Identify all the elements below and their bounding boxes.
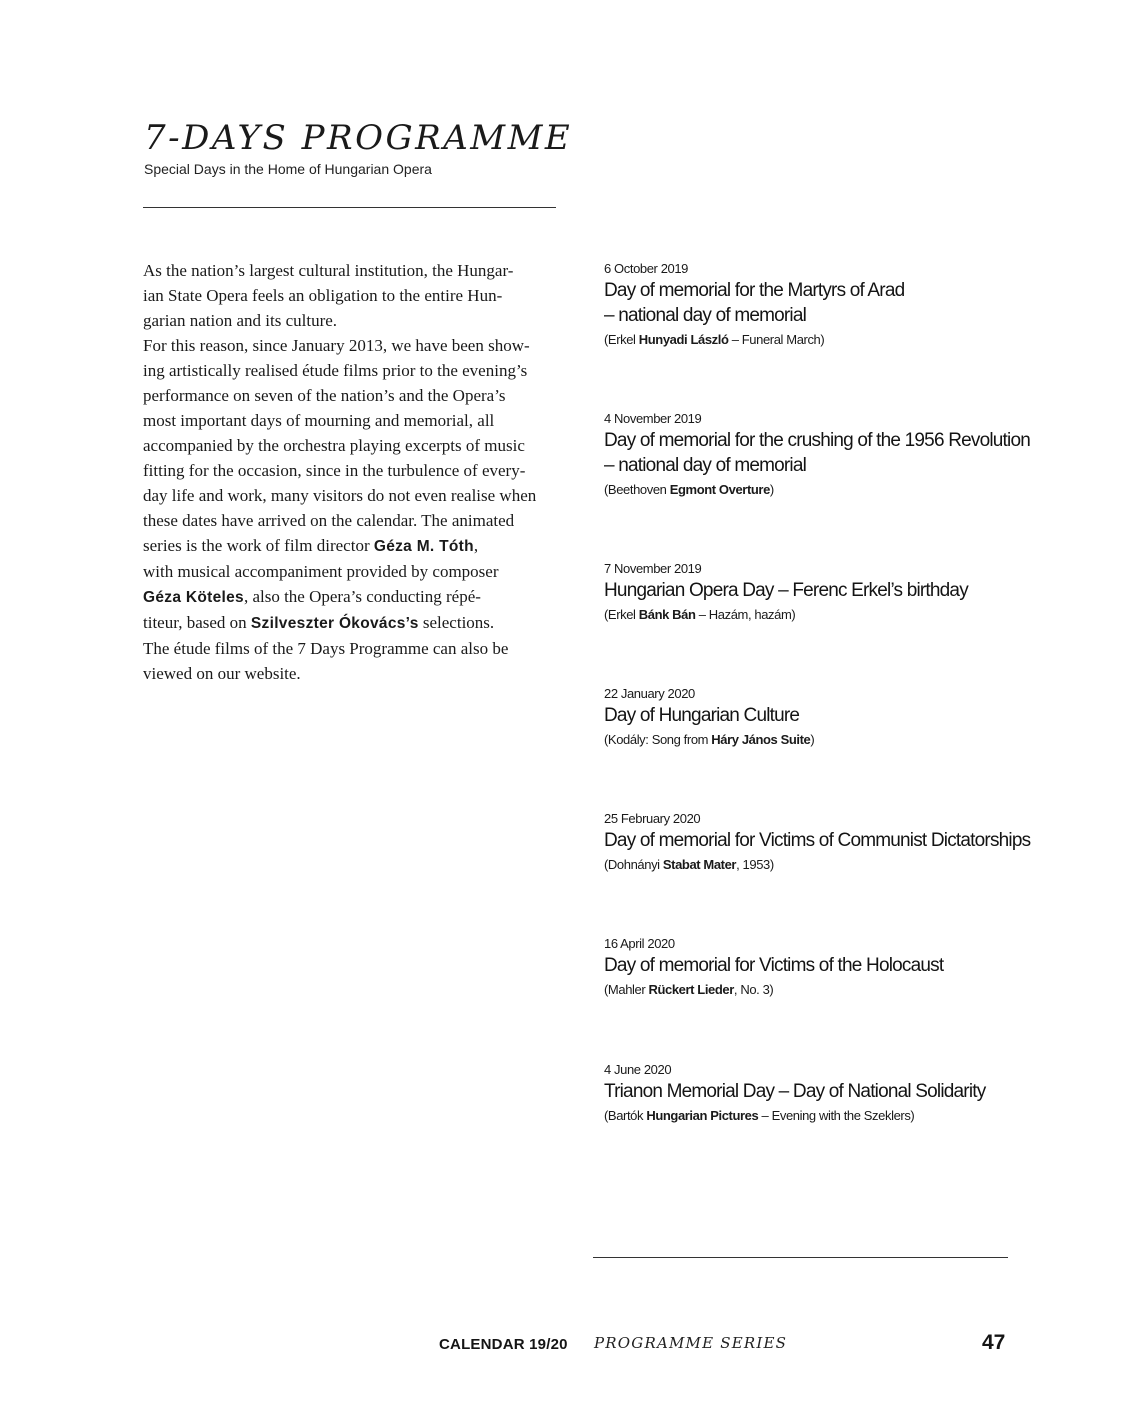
event-date: 4 June 2020	[604, 1062, 672, 1077]
piece-suffix: , 1953)	[736, 857, 774, 872]
intro-line: ian State Opera feels an obligation to the entire Hun-	[143, 286, 503, 305]
event-piece	[604, 853, 1024, 876]
intro-line: viewed on our website.	[143, 664, 301, 683]
page-subtitle: Special Days in the Home of Hungarian Opera	[144, 161, 432, 177]
event-item	[604, 685, 1024, 751]
intro-line: these dates have arrived on the calendar. The animated	[143, 511, 515, 530]
event-date: 6 October 2019	[604, 261, 689, 276]
composer-name: Géza Köteles	[143, 589, 244, 606]
intro-text-run: ,	[473, 536, 479, 555]
intro-line: ing artistically realised étude films prior to the evening’s	[143, 361, 528, 380]
intro-text-run: , also the Opera’s conducting répé-	[243, 587, 481, 606]
director-name: Géza M. Tóth	[373, 538, 474, 555]
intro-text-run: series is the work of film director	[143, 536, 374, 555]
piece-prefix: (Beethoven	[604, 482, 670, 497]
event-title: Trianon Memorial Day – Day of National Solidarity	[604, 1081, 986, 1102]
event-item	[604, 260, 1024, 351]
piece-suffix: – Funeral March)	[728, 332, 825, 347]
piece-title: Rückert Lieder	[648, 982, 734, 997]
event-piece	[604, 603, 1024, 626]
event-piece	[604, 328, 1024, 351]
event-title: Day of memorial for the Martyrs of Arad	[604, 280, 905, 301]
intro-line: For this reason, since January 2013, we have been show-	[143, 336, 530, 355]
bottom-divider	[593, 1257, 1008, 1258]
piece-prefix: (Mahler	[604, 982, 649, 997]
event-date: 25 February 2020	[604, 811, 701, 826]
piece-prefix: (Kodály: Song from	[604, 732, 712, 747]
event-piece	[604, 728, 1024, 751]
piece-prefix: (Erkel	[604, 607, 639, 622]
event-piece	[604, 978, 1024, 1001]
piece-title: Hungarian Pictures	[646, 1108, 759, 1123]
piece-suffix: )	[769, 482, 774, 497]
intro-line: most important days of mourning and memorial, all	[143, 411, 495, 430]
footer-series-label: PROGRAMME SERIES	[594, 1334, 788, 1352]
event-title: Day of memorial for Victims of the Holocaust	[604, 955, 944, 976]
page-number: 47	[982, 1331, 1006, 1354]
event-item	[604, 810, 1031, 876]
piece-suffix: – Evening with the Szeklers)	[758, 1108, 915, 1123]
event-title: – national day of memorial	[604, 455, 807, 476]
top-divider	[143, 207, 556, 208]
event-date: 4 November 2019	[604, 411, 702, 426]
intro-line: with musical accompaniment provided by composer	[143, 562, 499, 581]
intro-text-run: selections.	[418, 613, 495, 632]
intro-line: fitting for the occasion, since in the turbulence of every-	[143, 461, 526, 480]
intro-line: day life and work, many visitors do not even realise when	[143, 486, 537, 505]
event-date: 22 January 2020	[604, 686, 695, 701]
event-title: Day of Hungarian Culture	[604, 705, 800, 726]
intro-line	[143, 533, 561, 559]
intro-line: accompanied by the orchestra playing excerpts of music	[143, 436, 525, 455]
piece-suffix: , No. 3)	[733, 982, 774, 997]
event-piece	[604, 1104, 1024, 1127]
intro-line: As the nation’s largest cultural institution, the Hungar-	[143, 261, 514, 280]
piece-title: Hunyadi László	[638, 332, 729, 347]
curator-name: Szilveszter Ókovács’s	[250, 615, 419, 632]
footer-calendar-label: CALENDAR 19/20	[439, 1336, 568, 1353]
event-date: 7 November 2019	[604, 561, 702, 576]
piece-suffix: – Hazám, hazám)	[695, 607, 796, 622]
event-piece	[604, 478, 1024, 501]
intro-text-run: titeur, based on	[143, 613, 251, 632]
piece-title: Egmont Overture	[669, 482, 770, 497]
piece-title: Bánk Bán	[638, 607, 696, 622]
event-title: – national day of memorial	[604, 305, 807, 326]
event-title: Day of memorial for Victims of Communist Dictatorships	[604, 830, 1031, 851]
intro-line	[143, 610, 561, 636]
intro-line: garian nation and its culture.	[143, 311, 338, 330]
piece-suffix: )	[810, 732, 815, 747]
intro-line: performance on seven of the nation’s and the Opera’s	[143, 386, 506, 405]
event-item	[604, 560, 1024, 626]
event-item	[604, 935, 1024, 1001]
page-title: 7-DAYS PROGRAMME	[144, 118, 573, 158]
event-title: Hungarian Opera Day – Ferenc Erkel’s birthday	[604, 580, 968, 601]
piece-prefix: (Dohnányi	[604, 857, 663, 872]
event-item	[604, 1061, 1024, 1127]
event-date: 16 April 2020	[604, 936, 675, 951]
piece-title: Háry János Suite	[711, 732, 811, 747]
event-item	[604, 410, 1030, 501]
intro-text	[143, 258, 561, 686]
piece-prefix: (Bartók	[604, 1108, 647, 1123]
intro-line: The étude films of the 7 Days Programme can also be	[143, 639, 509, 658]
intro-line	[143, 584, 561, 610]
piece-prefix: (Erkel	[604, 332, 639, 347]
event-title: Day of memorial for the crushing of the 1956 Revolution	[604, 430, 1030, 451]
piece-title: Stabat Mater	[662, 857, 737, 872]
